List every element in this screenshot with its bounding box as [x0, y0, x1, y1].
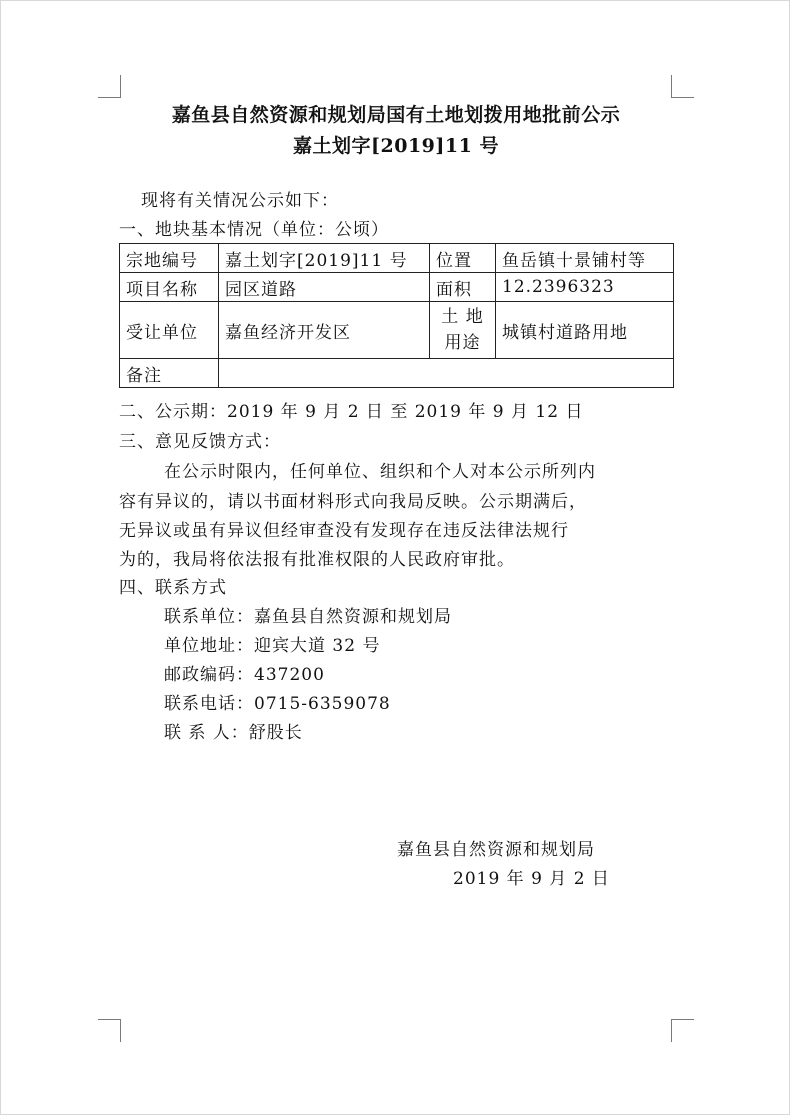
table-value-area: 12.2396323: [496, 273, 674, 302]
contact-postcode: 邮政编码：437200: [164, 665, 325, 685]
crop-mark-top-right: [671, 75, 694, 98]
feedback-paragraph-line: 容有异议的，请以书面材料形式向我局反映。公示期满后，: [119, 492, 587, 512]
table-value-project-name: 园区道路: [219, 273, 430, 302]
crop-mark-bottom-right: [671, 1019, 694, 1042]
table-label-remarks: 备注: [120, 359, 219, 388]
table-value-parcel-number: 嘉土划字[2019]11 号: [219, 244, 430, 273]
land-use-label-line1: 土 地: [441, 307, 484, 327]
intro-text: 现将有关情况公示如下：: [141, 191, 339, 211]
feedback-paragraph-line: 无异议或虽有异议但经审查没有发现存在违反法律法规行: [119, 521, 569, 541]
section4-heading: 四、联系方式: [119, 578, 227, 598]
table-label-area: 面积: [430, 273, 496, 302]
table-value-land-use: 城镇村道路用地: [496, 302, 674, 359]
section1-heading: 一、地块基本情况（单位：公顷）: [119, 220, 389, 240]
crop-mark-bottom-left: [98, 1019, 121, 1042]
crop-mark-top-left: [98, 75, 121, 98]
table-label-land-use: [430, 302, 496, 359]
table-row: [120, 302, 674, 359]
table-row: [120, 359, 674, 388]
contact-person: 联 系 人：舒股长: [164, 723, 303, 743]
document-number: 嘉土划字[2019]11 号: [293, 135, 499, 157]
signature-date: 2019 年 9 月 2 日: [453, 869, 610, 889]
table-value-transferee: 嘉鱼经济开发区: [219, 302, 430, 359]
table-label-parcel-number: 宗地编号: [120, 244, 219, 273]
document-title: 嘉鱼县自然资源和规划局国有土地划拨用地批前公示: [171, 104, 621, 126]
table-label-transferee: 受让单位: [120, 302, 219, 359]
section3-heading: 三、意见反馈方式：: [119, 432, 281, 452]
feedback-paragraph-line: 在公示时限内，任何单位、组织和个人对本公示所列内: [164, 462, 596, 482]
table-value-location: 鱼岳镇十景铺村等: [496, 244, 674, 273]
table-label-location: 位置: [430, 244, 496, 273]
contact-address: 单位地址：迎宾大道 32 号: [164, 636, 381, 656]
land-use-label-line2: 用途: [444, 333, 481, 353]
table-row: [120, 273, 674, 302]
feedback-paragraph-line: 为的，我局将依法报有批准权限的人民政府审批。: [119, 550, 515, 570]
table-value-remarks: [219, 359, 674, 388]
table-row: [120, 244, 674, 273]
parcel-info-table: [119, 243, 674, 388]
contact-unit: 联系单位：嘉鱼县自然资源和规划局: [164, 607, 452, 627]
table-label-project-name: 项目名称: [120, 273, 219, 302]
signature-organization: 嘉鱼县自然资源和规划局: [397, 840, 595, 860]
contact-phone: 联系电话：0715-6359078: [164, 694, 391, 714]
section2-public-period: 二、公示期：2019 年 9 月 2 日 至 2019 年 9 月 12 日: [119, 402, 584, 422]
